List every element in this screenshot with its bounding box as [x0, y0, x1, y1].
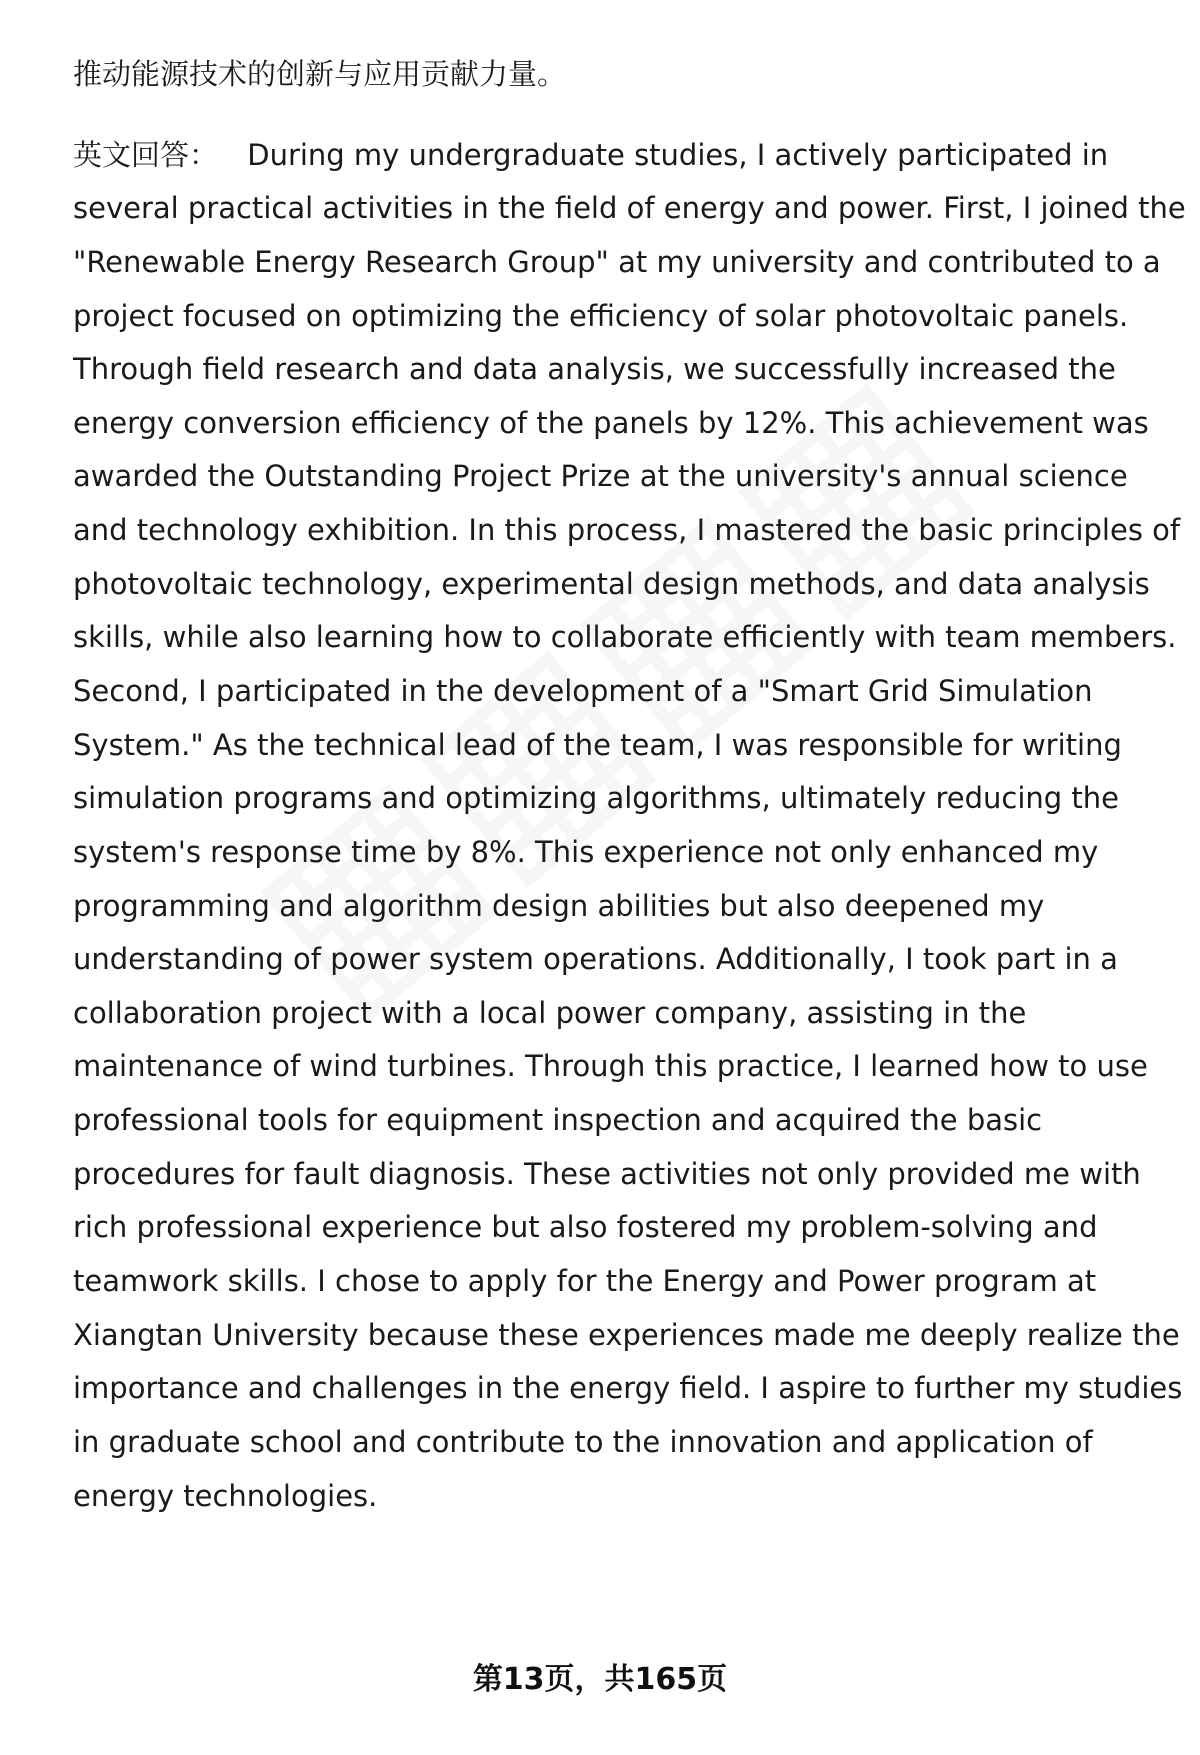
- answer-line: During my undergraduate studies, I actively participated in: [247, 138, 1109, 172]
- answer-line: teamwork skills. I chose to apply for the Energy and Power program at: [73, 1264, 1097, 1298]
- answer-line: rich professional experience but also fostered my problem-solving and: [73, 1210, 1098, 1244]
- answer-line: procedures for fault diagnosis. These activities not only provided me with: [73, 1157, 1141, 1191]
- answer-line: awarded the Outstanding Project Prize at the university's annual science: [73, 459, 1128, 493]
- answer-line: programming and algorithm design abilities but also deepened my: [73, 889, 1045, 923]
- answer-line: several practical activities in the field of energy and power. First, I joined the: [73, 191, 1186, 225]
- answer-line: and technology exhibition. In this process, I mastered the basic principles of: [73, 513, 1181, 547]
- intro-line: 推动能源技术的创新与应用贡献力量。: [73, 57, 567, 91]
- answer-line: energy conversion efficiency of the panels by 12%. This achievement was: [73, 406, 1149, 440]
- answer-line: in graduate school and contribute to the innovation and application of: [73, 1425, 1093, 1459]
- answer-line: simulation programs and optimizing algorithms, ultimately reducing the: [73, 781, 1120, 815]
- answer-line: project focused on optimizing the efficiency of solar photovoltaic panels.: [73, 299, 1129, 333]
- answer-line: importance and challenges in the energy field. I aspire to further my studies: [73, 1371, 1183, 1405]
- answer-line: understanding of power system operations. Additionally, I took part in a: [73, 942, 1118, 976]
- answer-label: 英文回答：: [73, 138, 219, 172]
- answer-line: Xiangtan University because these experiences made me deeply realize the: [73, 1318, 1180, 1352]
- answer-line: collaboration project with a local power company, assisting in the: [73, 996, 1027, 1030]
- page-number: 第13页，共165页: [472, 1662, 728, 1697]
- answer-line: maintenance of wind turbines. Through this practice, I learned how to use: [73, 1049, 1148, 1083]
- answer-first-line: [73, 135, 1108, 175]
- answer-line: System." As the technical lead of the team, I was responsible for writing: [73, 728, 1122, 762]
- answer-line: professional tools for equipment inspection and acquired the basic: [73, 1103, 1043, 1137]
- answer-line: skills, while also learning how to collaborate efficiently with team members.: [73, 620, 1177, 654]
- answer-line: photovoltaic technology, experimental design methods, and data analysis: [73, 567, 1150, 601]
- answer-line: Second, I participated in the development of a "Smart Grid Simulation: [73, 674, 1093, 708]
- answer-line: system's response time by 8%. This experience not only enhanced my: [73, 835, 1099, 869]
- answer-line: Through field research and data analysis, we successfully increased the: [73, 352, 1116, 386]
- answer-line: energy technologies.: [73, 1479, 378, 1513]
- answer-line: "Renewable Energy Research Group" at my university and contributed to a: [73, 245, 1161, 279]
